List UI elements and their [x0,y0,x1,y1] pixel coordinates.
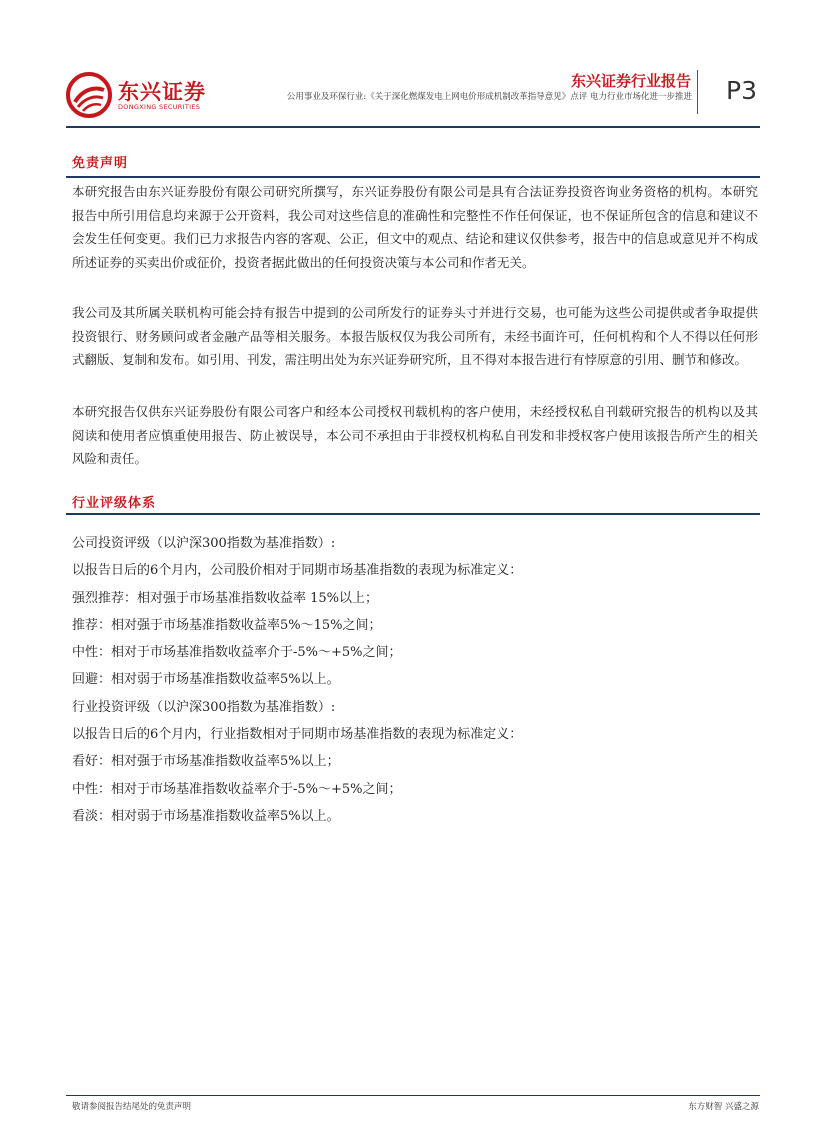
logo-name-en: DONGXING SECURITIES [118,103,201,111]
header-rule [66,126,760,128]
rating-negative: 看淡：相对弱于市场基准指数收益率5%以上。 [72,808,340,824]
disclaimer-paragraph-2: 我公司及其所属关联机构可能会持有报告中提到的公司所发行的证券头寸并进行交易，也可能为这些公司提供或者争取提供投资银行、财务顾问或者金融产品等相关服务。本报告版权仅为我公司所有，未经书面许可，任何机构和个人不得以任何形式翻版、复制和发布。如引用、刊发，需注明出处为东兴证券研究所，且不得对本报告进行有悖原意的引用、删节和修改。 [72,305,758,367]
logo-name-cn: 东兴证券 [118,80,206,104]
disclaimer-paragraph-3: 本研究报告仅供东兴证券股份有限公司客户和经本公司授权刊载机构的客户使用，未经授权私自刊载研究报告的机构以及其阅读和使用者应慎重使用报告、防止被误导，本公司不承担由于非授权机构私自刊发和非授权客户使用该报告所产生的相关风险和责任。 [72,404,758,466]
report-subtitle: 公用事业及环保行业:《关于深化燃煤发电上网电价形成机制改革指导意见》点评 电力行业市场化进一步推进 [286,92,692,102]
footer-slogan: 东方财智 兴盛之源 [688,1102,759,1112]
company-rating-heading: 公司投资评级（以沪深300指数为基准指数）: [72,536,336,551]
company-rating-definition: 以报告日后的6个月内，公司股价相对于同期市场基准指数的表现为标准定义： [72,563,523,579]
rating-system-title: 行业评级体系 [72,496,157,511]
rating-definitions-list [72,530,758,830]
disclaimer-title: 免责声明 [72,156,129,171]
industry-rating-definition: 以报告日后的6个月内，行业指数相对于同期市场基准指数的表现为标准定义： [72,727,523,743]
page-number: P3 [726,76,757,105]
page-header [66,68,766,126]
disclaimer-paragraph-1: 本研究报告由东兴证券股份有限公司研究所撰写，东兴证券股份有限公司是具有合法证券投资咨询业务资格的机构。本研究报告中所引用信息均来源于公开资料，我公司对这些信息的准确性和完整性不作任何保证，也不保证所包含的信息和建议不会发生任何变更。我们已力求报告内容的客观、公正，但文中的观点、结论和建议仅供参考，报告中的信息或意见并不构成所述证券的买卖出价或征价，投资者据此做出的任何投资决策与本公司和作者无关。 [72,184,758,270]
rating-neutral: 中性：相对于市场基准指数收益率介于-5%～+5%之间； [72,645,402,661]
rating-system-rule [66,513,760,515]
header-divider [697,70,698,114]
rating-buy: 推荐：相对强于市场基准指数收益率5%～15%之间； [72,617,382,633]
rating-industry-neutral: 中性：相对于市场基准指数收益率介于-5%～+5%之间； [72,781,402,797]
dongxing-logo-icon [66,72,112,118]
footer-disclaimer-note: 敬请参阅报告结尾处的免责声明 [72,1102,192,1112]
rating-avoid: 回避：相对弱于市场基准指数收益率5%以上。 [72,672,340,688]
disclaimer-rule [66,176,760,178]
footer-rule [66,1095,760,1096]
industry-rating-heading: 行业投资评级（以沪深300指数为基准指数）: [72,699,336,715]
rating-strong-buy: 强烈推荐：相对强于市场基准指数收益率 15%以上； [72,590,379,606]
rating-positive: 看好：相对强于市场基准指数收益率5%以上； [72,754,340,770]
report-brand-title: 东兴证券行业报告 [571,72,692,90]
